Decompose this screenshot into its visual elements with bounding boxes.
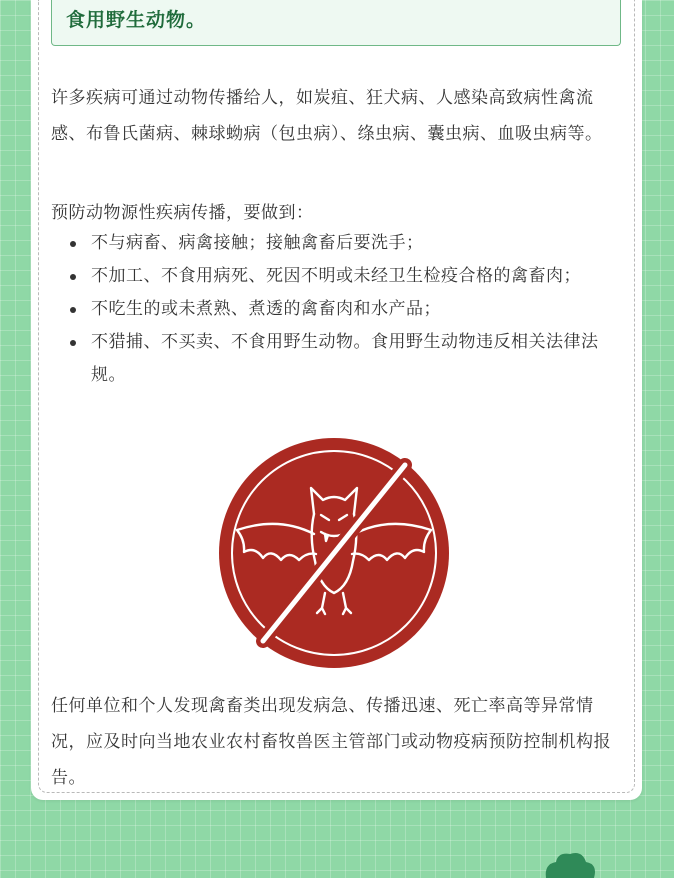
list-item: 不与病畜、病禽接触；接触禽畜后要洗手；	[51, 227, 623, 260]
article-card	[31, 0, 642, 800]
prevention-heading: 预防动物源性疾病传播，要做到：	[51, 203, 314, 223]
no-bat-icon	[217, 436, 451, 670]
intro-paragraph: 许多疾病可通过动物传播给人，如炭疽、狂犬病、人感染高致病性禽流感、布鲁氏菌病、棘球蚴病（包虫病）、绦虫病、囊虫病、血吸虫病等。	[51, 88, 603, 144]
highlight-box	[51, 0, 621, 46]
list-item: 不吃生的或未煮熟、煮透的禽畜肉和水产品；	[51, 293, 623, 326]
list-item: 不加工、不食用病死、死因不明或未经卫生检疫合格的禽畜肉；	[51, 260, 623, 293]
list-item: 不猎捕、不买卖、不食用野生动物。食用野生动物违反相关法律法规。	[51, 326, 623, 392]
report-paragraph: 任何单位和个人发现禽畜类出现发病急、传播迅速、死亡率高等异常情况，应及时向当地农业农村畜牧兽医主管部门或动物疫病预防控制机构报告。	[51, 696, 611, 788]
tree-decoration-icon	[540, 848, 600, 878]
prevention-list	[51, 227, 623, 392]
highlight-text: 食用野生动物。	[66, 9, 207, 31]
